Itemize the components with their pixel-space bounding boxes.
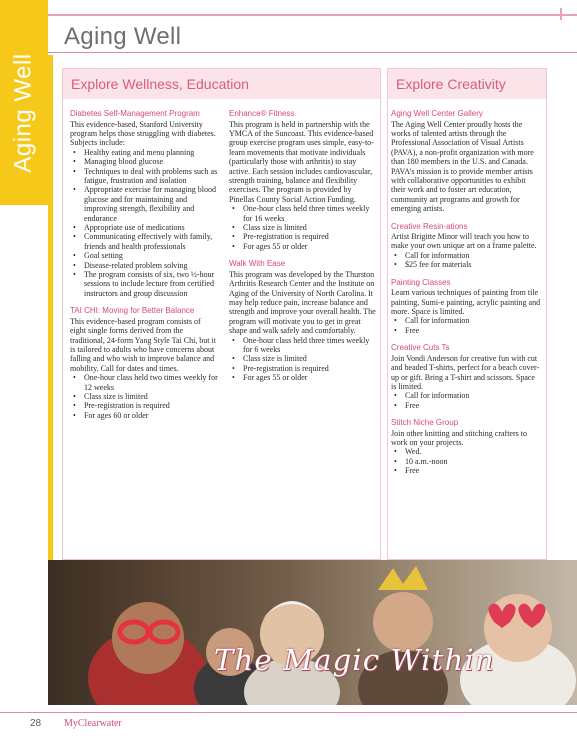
yellow-rail <box>48 55 53 560</box>
section-gallery <box>391 109 541 214</box>
bullet-list <box>229 204 377 251</box>
bullet-item: • Class size is limited <box>70 392 218 401</box>
bullet-list <box>70 373 218 420</box>
bullet-item: • For ages 55 or older <box>229 373 377 382</box>
section-body: The Aging Well Center proudly hosts the works of talented artists through the Professional Association of Visual Artists (PAVA), a non-profit organization with more than 180 members in the U.S. and Canada. PAVA's mission is to provide member artists with collaborative opportunities to exhibit their work and to foster art education, community art programs and growth for emerging artists. <box>391 119 534 214</box>
bullet-list <box>391 251 541 270</box>
bullet-item: • Healthy eating and menu planning <box>70 148 218 157</box>
bullet-item: • One-hour class held two times weekly for 12 weeks <box>70 373 218 392</box>
bullet-item: • Pre-registration is required <box>229 232 377 241</box>
bullet-item: • Appropriate use of medications <box>70 223 218 232</box>
section-body: Join other knitting and stitching crafters to work on your projects. <box>391 428 527 448</box>
bullet-item: • Free <box>391 401 541 410</box>
section-title: Diabetes Self-Management Program <box>70 109 200 118</box>
bullet-item: • For ages 60 or older <box>70 411 218 420</box>
top-rule <box>48 14 577 16</box>
photo-illustration <box>48 560 577 705</box>
bullet-item: • Pre-registration is required <box>229 364 377 373</box>
bullet-item: • 10 a.m.-noon <box>391 457 541 466</box>
title-rule <box>48 52 577 53</box>
bullet-item: • Free <box>391 466 541 475</box>
column-3 <box>391 109 541 484</box>
bullet-item: • Call for information <box>391 391 541 400</box>
bullet-item: • Techniques to deal with problems such as fatigue, frustration and isolation <box>70 167 218 186</box>
section-painting <box>391 278 541 336</box>
side-label <box>2 20 46 205</box>
seniors-photo <box>48 560 577 705</box>
bullet-item: • One-hour class held three times weekly for 16 weeks <box>229 204 377 223</box>
section-resin-ations <box>391 222 541 270</box>
top-marker <box>560 8 562 20</box>
bullet-item: • One-hour class held three times weekly for 6 weeks <box>229 336 377 355</box>
bullet-item: • Disease-related problem solving <box>70 261 218 270</box>
bullet-item: • Class size is limited <box>229 354 377 363</box>
bullet-item: • The program consists of six, two ½-hour sessions to include lecture from certified instructors and group discussion <box>70 270 218 298</box>
bullet-item: • Wed. <box>391 447 541 456</box>
bullet-list <box>391 447 541 475</box>
section-enhance-fitness <box>229 109 377 251</box>
section-title: Creative Resin-ations <box>391 221 468 231</box>
creativity-box-title: Explore Creativity <box>388 69 546 99</box>
bullet-item: • Communicating effectively with family, friends and health professionals <box>70 232 218 251</box>
section-title: Painting Classes <box>391 277 451 287</box>
wellness-box-title: Explore Wellness, Education <box>63 69 380 99</box>
section-title: Walk With Ease <box>229 259 286 269</box>
section-tai-chi <box>70 306 218 420</box>
bullet-list <box>391 316 541 335</box>
bullet-item: • $25 fee for materials <box>391 260 541 269</box>
bullet-item: • Class size is limited <box>229 223 377 232</box>
section-title: Creative Cuts Ts <box>391 343 450 353</box>
bullet-item: • For ages 55 or older <box>229 242 377 251</box>
bullet-item: • Call for information <box>391 251 541 260</box>
section-body: This evidence-based program consists of eight single forms derived from the traditional, 24-form Yang Style Tai Chi, but it is tailored to adults who have concerns about falling and who wish to improve balance and mobility. Call for dates and times. <box>70 316 216 373</box>
bullet-list <box>391 391 541 410</box>
section-body: This program was developed by the Thurston Arthritis Research Center and the Institute on Aging of the University of North Carolina. It may help reduce pain, increase balance and strength and improve your overall health. The program will motivate you to get in great shape and walk safely and comfortably. <box>229 269 376 336</box>
bullet-item: • Pre-registration is required <box>70 401 218 410</box>
column-2 <box>229 109 377 391</box>
page-number: 28 <box>30 718 42 729</box>
bullet-item: • Goal setting <box>70 251 218 260</box>
section-title: Enhance® Fitness <box>229 109 295 118</box>
section-title: Stitch Niche Group <box>391 418 459 428</box>
bullet-item: • Call for information <box>391 316 541 325</box>
section-body: Learn various techniques of painting from tile painting, Sumi-e painting, acrylic painting and more. Space is limited. <box>391 288 541 316</box>
section-creative-cuts <box>391 343 541 410</box>
section-stitch-niche <box>391 418 541 476</box>
photo-caption-title: The Magic Within <box>214 643 495 677</box>
column-1 <box>70 109 218 428</box>
section-title: Aging Well Center Gallery <box>391 109 483 118</box>
bullet-item: • Managing blood glucose <box>70 157 218 166</box>
bullet-list <box>70 148 218 299</box>
section-body: Join Vondi Anderson for creative fun with cut and beaded T-shirts, perfect for a beach cover-up or gift. Bring a T-shirt and scissors. Space is limited. <box>391 353 540 391</box>
footer-rule <box>0 712 577 713</box>
magazine-name: MyClearwater <box>64 718 122 729</box>
section-title: TAI CHI: Moving for Better Balance <box>70 306 195 316</box>
section-walk-with-ease <box>229 259 377 382</box>
section-body: Artist Brigitte Minor will teach you how to make your own unique art on a frame palette. <box>391 232 537 251</box>
bullet-item: • Free <box>391 326 541 335</box>
page-title: Aging Well <box>64 23 182 50</box>
side-label-text: Aging Well <box>10 52 37 173</box>
section-body: This evidence-based, Stanford University program helps those struggling with diabetes. Subjects include: <box>70 119 216 148</box>
bullet-list <box>229 336 377 383</box>
bullet-item: • Appropriate exercise for managing blood glucose and for maintaining and improving strength, flexibility and endurance <box>70 185 218 223</box>
section-body: This program is held in partnership with the YMCA of the Suncoast. This evidence-based group exercise program uses simple, easy-to-learn movements that motivate individuals (particularly those with arthritis) to stay active. Each session includes cardiovascular, strength training, balance and flexibility exercises. The program is provided by Pinellas County Social Action Funding. <box>229 119 374 204</box>
section-diabetes <box>70 109 218 298</box>
